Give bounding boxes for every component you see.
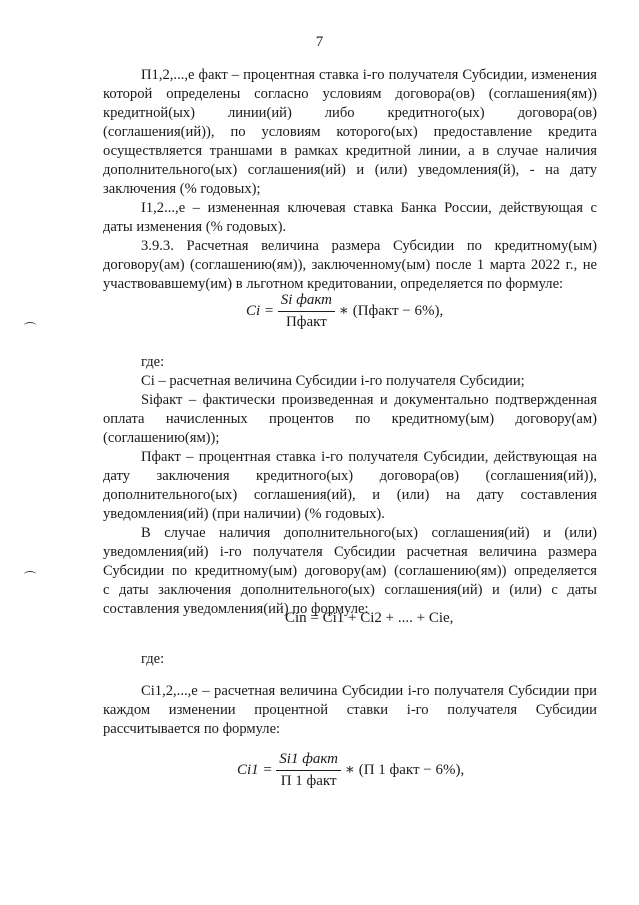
text-line: даты изменения (% годовых). bbox=[103, 219, 287, 235]
formula-cin: Cin = Ci1 + Ci2 + .... + Cie, bbox=[285, 610, 454, 626]
text-line: дополнительного(ых) соглашения(ий) и (или) уведомления(й), - на дату bbox=[103, 162, 597, 178]
text-line: заключения (% годовых); bbox=[103, 181, 261, 197]
margin-mark bbox=[24, 571, 36, 578]
formula-lhs: Ci = bbox=[246, 302, 275, 319]
text-line: Ci – расчетная величина Субсидии i-го получателя Субсидии; bbox=[141, 373, 525, 389]
text-line: П1,2,...,е факт – процентная ставка i-го получателя Субсидии, изменения bbox=[141, 67, 597, 83]
text-line: участвовавшему(им) в льготном кредитовании, определяется по формуле: bbox=[103, 276, 564, 292]
text-line: Siфакт – фактически произведенная и документально подтвержденная bbox=[141, 392, 597, 408]
page-number: 7 bbox=[315, 34, 324, 50]
text-line: Субсидии по кредитному(ым) договору(ам) (соглашению(ям)) определяется bbox=[103, 563, 597, 579]
text-line: Пфакт – процентная ставка i-го получателя Субсидии, действующая на bbox=[141, 449, 597, 465]
text-line: рассчитывается по формуле: bbox=[103, 721, 281, 737]
formula-numerator: Si факт bbox=[278, 292, 335, 312]
text-line: которой определены согласно условиям договора(ов) (соглашения(ям)) bbox=[103, 86, 597, 102]
formula-numerator: Si1 факт bbox=[276, 751, 341, 771]
text-line: кредитной(ых) линии(ий) либо кредитного(ых) договора(ов) bbox=[103, 105, 597, 121]
formula-lhs: Ci1 = bbox=[237, 761, 273, 778]
formula-ci1 bbox=[237, 751, 464, 790]
text-line: составления уведомления(ий) по формуле: bbox=[103, 601, 369, 617]
text-line: (соглашению(ям)); bbox=[103, 430, 220, 446]
formula-denominator: П 1 факт bbox=[280, 773, 337, 789]
margin-mark bbox=[24, 322, 36, 329]
text-line: I1,2...,е – измененная ключевая ставка Банка России, действующая с bbox=[141, 200, 597, 216]
text-line: уведомления(ий) i-го получателя Субсидии расчетная величина размера bbox=[103, 544, 597, 560]
text-line: оплата начисленных процентов по кредитному(ым) договору(ам) bbox=[103, 411, 597, 427]
text-line: уведомления(ий) (при наличии) (% годовых). bbox=[103, 506, 385, 522]
text-line: дату заключения кредитного(ых) договора(ов) (соглашения(ий)), bbox=[103, 468, 597, 484]
formula-fraction bbox=[278, 292, 335, 331]
formula-rhs: ∗ (П 1 факт − 6%), bbox=[344, 761, 465, 778]
text-line: где: bbox=[141, 651, 165, 667]
formula-ci bbox=[246, 292, 443, 331]
text-line: дополнительного(ых) соглашения(ий), и (или) на дату составления bbox=[103, 487, 597, 503]
text-line: где: bbox=[141, 354, 165, 370]
text-line: каждом изменении процентной ставки i-го получателя Субсидии bbox=[103, 702, 597, 718]
text-line: 3.9.3. Расчетная величина размера Субсидии по кредитному(ым) bbox=[141, 238, 597, 254]
text-line: договору(ам) (соглашению(ям)), заключенному(ым) после 1 марта 2022 г., не bbox=[103, 257, 597, 273]
formula-rhs: ∗ (Пфакт − 6%), bbox=[338, 302, 444, 319]
text-line: осуществляется траншами в рамках кредитной линии, а в случае наличия bbox=[103, 143, 597, 159]
formula-fraction bbox=[276, 751, 341, 790]
formula-denominator: Пфакт bbox=[285, 314, 327, 330]
text-line: (соглашения(ий)), по условиям которого(ых) предоставление кредита bbox=[103, 124, 597, 140]
text-line: Ci1,2,...,е – расчетная величина Субсидии i-го получателя Субсидии при bbox=[141, 683, 597, 699]
text-line: В случае наличия дополнительного(ых) соглашения(ий) и (или) bbox=[141, 525, 597, 541]
text-line: с даты заключения дополнительного(ых) соглашения(ий) и (или) с даты bbox=[103, 582, 597, 598]
